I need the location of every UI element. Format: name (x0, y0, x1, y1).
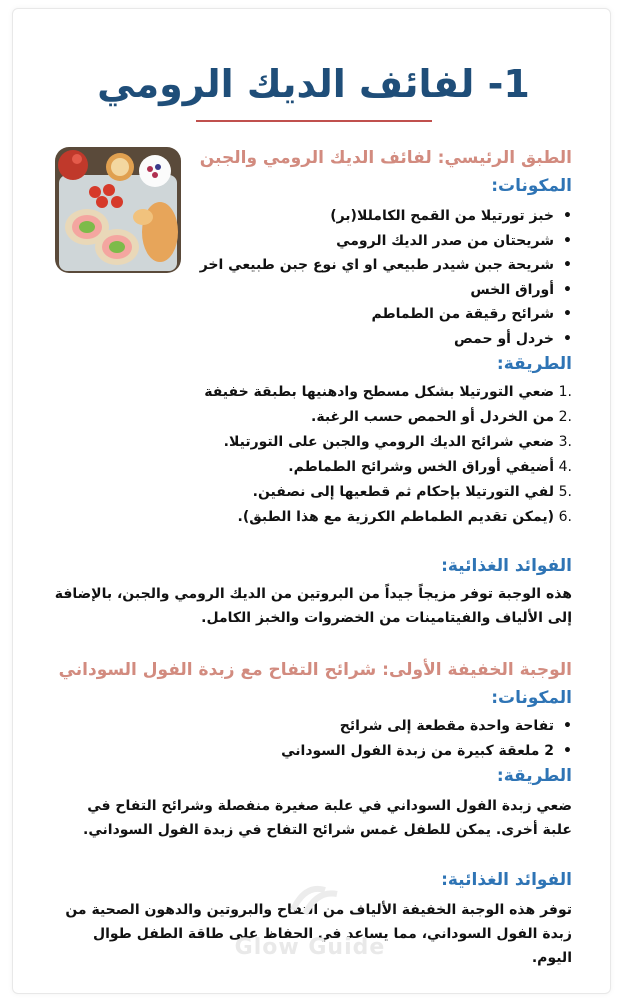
watermark-logo-icon (285, 880, 345, 924)
step-text: أضيفي أوراق الخس وشرائح الطماطم. (288, 459, 554, 475)
ingredient-item: • شرائح رقيقة من الطماطم (200, 302, 572, 327)
snack-heading: الوجبة الخفيفة الأولى: شرائح التفاح مع زبدة الفول السوداني (58, 660, 572, 680)
step-number: .3 (558, 434, 572, 450)
snack-ingredient-item: • 2 ملعقة كبيرة من زبدة الفول السوداني (281, 739, 572, 764)
snack-method-heading: الطريقة: (496, 766, 572, 786)
watermark-text: Glow Guide (234, 935, 386, 960)
method-heading: الطريقة: (496, 354, 572, 374)
step-number: .6 (558, 509, 572, 525)
step-text: من الخردل أو الحمص حسب الرغبة. (311, 409, 554, 425)
ingredient-item: • خبز تورتيلا من القمح الكامللا(بر) (200, 204, 572, 229)
method-step (204, 405, 572, 430)
ingredient-item: • شريحتان من صدر الديك الرومي (200, 229, 572, 254)
snack-ingredient-item: • تفاحة واحدة مقطعة إلى شرائح (281, 714, 572, 739)
step-text: (يمكن تقديم الطماطم الكرزية مع هذا الطبق). (237, 509, 554, 525)
step-text: ضعي التورتيلا بشكل مسطح وادهنيها بطبقة خفيفة (204, 384, 554, 400)
ingredients-list (200, 204, 572, 351)
page-title: 1- لفائف الديك الرومي (97, 62, 530, 106)
ingredient-item: • شريحة جبن شيدر طبيعي او اي نوع جبن طبيعي اخر (200, 253, 572, 278)
step-number: .1 (558, 384, 572, 400)
method-step (204, 455, 572, 480)
snack-method-text: ضعي زبدة الفول السوداني في علبة صغيرة منفصلة وشرائح التفاح في علبة أخرى. يمكن للطفل غمس شرائح التفاح في زبدة الفول السوداني. (83, 798, 572, 838)
ingredient-item: • أوراق الخس (200, 278, 572, 303)
main-dish-heading: الطبق الرئيسي: لفائف الديك الرومي والجبن (199, 148, 572, 168)
ingredients-heading: المكونات: (491, 176, 572, 196)
step-number: .5 (558, 484, 572, 500)
snack-benefits-heading: الفوائد الغذائية: (441, 870, 572, 890)
method-step (204, 430, 572, 455)
lunchbox-illustration (55, 147, 181, 273)
benefits-text: هذه الوجبة توفر مزيجاً جيداً من البروتين من الديك الرومي والجبن، بالإضافة إلى الألياف والفيتامينات من الخضروات والخبز الكامل. (54, 586, 572, 626)
method-step (204, 505, 572, 530)
step-text: ضعي شرائح الديك الرومي والجبن على التورتيلا. (223, 434, 554, 450)
title-underline (196, 120, 432, 122)
lunchbox-image (55, 147, 181, 273)
method-step (204, 380, 572, 405)
method-step (204, 480, 572, 505)
ingredient-item: • خردل أو حمص (200, 327, 572, 352)
benefits-heading: الفوائد الغذائية: (441, 556, 572, 576)
snack-ingredients-heading: المكونات: (491, 688, 572, 708)
step-number: .2 (558, 409, 572, 425)
method-steps (204, 380, 572, 530)
snack-benefits-text: توفر هذه الوجبة الخفيفة الألياف من التفاح والبروتين والدهون الصحية من زبدة الفول السوداني، مما يساعد في الحفاظ على طاقة الطفل طوال اليوم. (65, 902, 572, 966)
step-number: .4 (558, 459, 572, 475)
snack-ingredients-list (281, 714, 572, 763)
step-text: لفي التورتيلا بإحكام ثم قطعيها إلى نصفين. (252, 484, 554, 500)
